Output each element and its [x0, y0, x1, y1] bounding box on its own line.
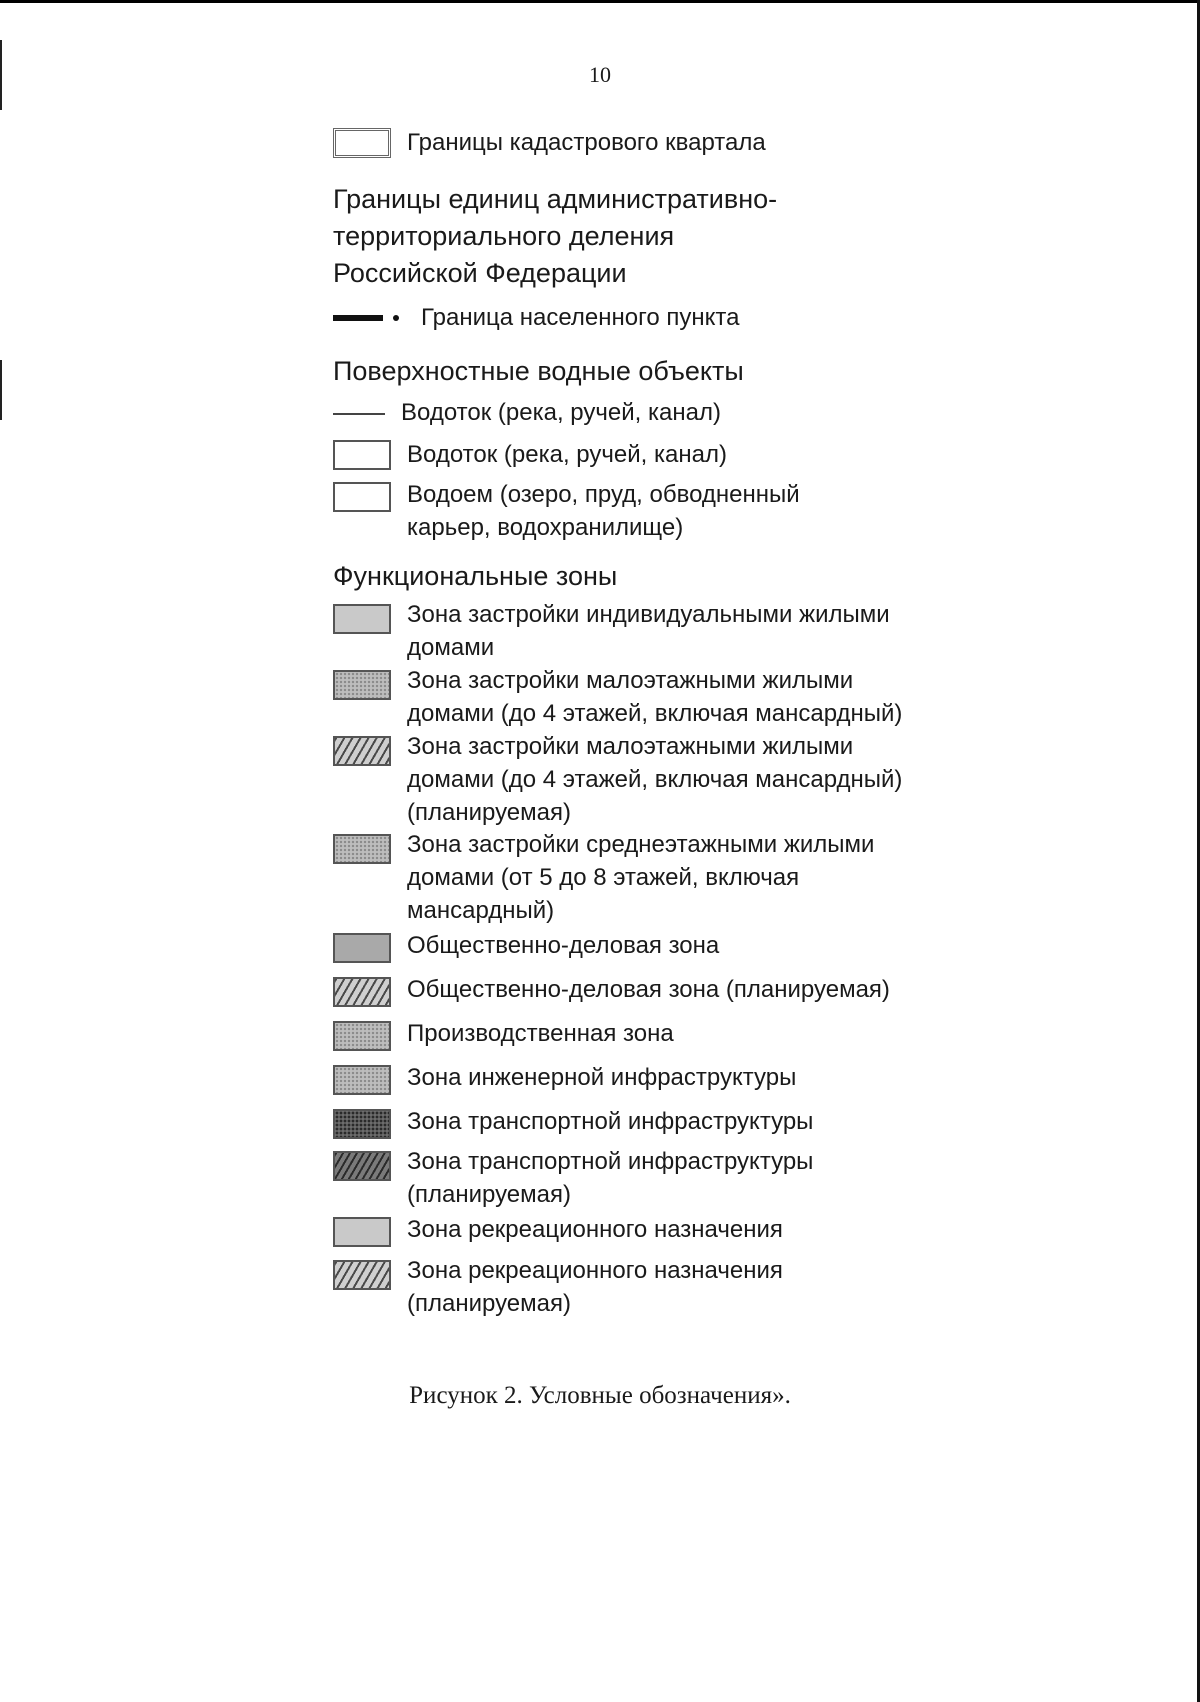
legend-label: Водоток (река, ручей, канал) [401, 399, 721, 426]
section-heading-admin: Российской Федерации [333, 258, 627, 288]
section-heading-admin: территориального деления [333, 221, 675, 251]
legend-label: Зона транспортной инфраструктуры [407, 1148, 814, 1175]
zone-swatch [333, 1109, 391, 1139]
legend-label: Общественно-деловая зона (планируемая) [407, 976, 890, 1003]
legend-label: Зона застройки малоэтажными жилыми [407, 667, 854, 694]
page-number: 10 [589, 62, 611, 87]
legend-label: Водоем (озеро, пруд, обводненный [407, 481, 800, 508]
zone-swatch [333, 834, 391, 864]
legend-label: Граница населенного пункта [421, 304, 740, 331]
legend-label: Водоток (река, ручей, канал) [407, 441, 727, 468]
legend-label: Зона рекреационного назначения [407, 1216, 783, 1243]
zone-swatch [333, 736, 391, 766]
zone-swatch [333, 670, 391, 700]
legend-label: (планируемая) [407, 1290, 571, 1317]
scan-border-top [0, 0, 1200, 3]
legend-label: Границы кадастрового квартала [407, 129, 766, 156]
legend-label: Общественно-деловая зона [407, 932, 720, 959]
zone-swatch [333, 977, 391, 1007]
settlement-border-line [333, 315, 383, 321]
legend-label: Зона застройки индивидуальными жилыми [407, 601, 890, 628]
section-heading-water: Поверхностные водные объекты [333, 356, 744, 386]
legend-label: Производственная зона [407, 1020, 674, 1047]
legend-label: домами [407, 634, 495, 661]
watercourse-line-symbol [333, 413, 385, 415]
legend-label: (планируемая) [407, 799, 571, 826]
zone-swatch [333, 1260, 391, 1290]
legend-label: домами (до 4 этажей, включая мансардный) [407, 766, 903, 793]
zone-swatch [333, 1151, 391, 1181]
zone-swatch [333, 1021, 391, 1051]
scan-mark-left [0, 360, 2, 420]
zone-swatch [333, 1217, 391, 1247]
legend-label: карьер, водохранилище) [407, 514, 684, 541]
zone-swatch [333, 1065, 391, 1095]
figure-caption: Рисунок 2. Условные обозначения». [409, 1382, 791, 1409]
legend-label: (планируемая) [407, 1181, 571, 1208]
legend-label: Зона рекреационного назначения [407, 1257, 783, 1284]
watercourse-area-swatch [333, 440, 391, 470]
legend-label: мансардный) [407, 897, 555, 924]
zone-swatch [333, 933, 391, 963]
legend-label: домами (от 5 до 8 этажей, включая [407, 864, 800, 891]
settlement-border-dot [393, 315, 399, 321]
cadastral-border-swatch [333, 128, 391, 158]
legend-label: Зона транспортной инфраструктуры [407, 1108, 814, 1135]
legend-label: Зона инженерной инфраструктуры [407, 1064, 797, 1091]
section-heading-admin: Границы единиц административно- [333, 184, 778, 214]
water-body-swatch [333, 482, 391, 512]
legend-label: домами (до 4 этажей, включая мансардный) [407, 700, 903, 727]
legend-label: Зона застройки малоэтажными жилыми [407, 733, 854, 760]
section-heading-zones: Функциональные зоны [333, 561, 618, 591]
zone-swatch [333, 604, 391, 634]
legend-label: Зона застройки среднеэтажными жилыми [407, 831, 875, 858]
